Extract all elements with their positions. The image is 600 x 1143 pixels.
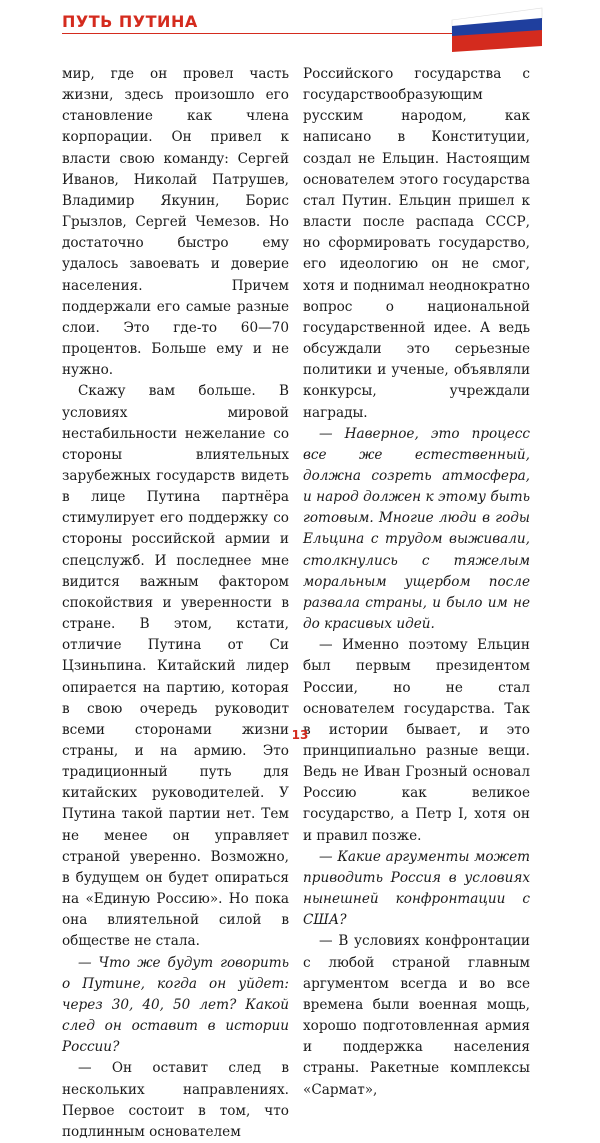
flag-icon <box>452 6 542 52</box>
running-header-title: ПУТЬ ПУТИНА <box>62 12 198 31</box>
right-column <box>303 64 530 1101</box>
page-number: 13 <box>291 728 309 742</box>
interview-question: — Какие аргументы может приводить Россия в условиях нынешней конфронтации с США? <box>303 848 530 929</box>
left-column <box>62 64 289 1143</box>
interview-question: — Что же будут говорить о Путине, когда он уйдет: через 30, 40, 50 лет? Какой след он оставит в истории России? <box>62 954 289 1056</box>
interview-question: — Наверное, это процесс все же естественный, должна созреть атмосфера, и народ должен к этому быть готовым. Многие люди в годы Ельцина с трудом выживали, столкнулись с тяжелым моральным ущербом после развала страны, и было им не до красивых идей. <box>303 425 530 633</box>
paragraph: мир, где он провел часть жизни, здесь произошло его становление как члена корпорации. Он привел к власти свою команду: Сергей Иванов, Николай Патрушев, Владимир Якунин, Борис Грызлов, Сергей Чемезов. Но достаточно быстро ему удалось завоевать и доверие населения. Причем поддержали его самые разные слои. Это где-то 60—70 процентов. Больше ему и не нужно. <box>62 66 289 379</box>
paragraph: — Именно поэтому Ельцин был первым президентом России, но не стал основателем государства. Так в истории бывает, и это принципиально разные вещи. Ведь не Иван Грозный основал Россию как великое государство, а Петр I, хотя он и правил позже. <box>303 637 530 844</box>
paragraph: — В условиях конфронтации с любой страной главным аргументом всегда и во все времена были военная мощь, хорошо подготовленная армия и поддержка населения страны. Ракетные комплексы «Сармат», <box>303 933 530 1098</box>
paragraph: Российского государства с государствообразующим русским народом, как написано в Конституции, создал не Ельцин. Настоящим основателем этого государства стал Путин. Ельцин пришел к власти после распада СССР, но сформировать государство, его идеологию он не смог, хотя и поднимал неоднократно вопрос о национальной государственной идее. А ведь обсуждали это серьезные политики и ученые, объявляли конкурсы, учреждали награды. <box>303 66 530 421</box>
header-rule <box>62 33 472 34</box>
paragraph: Скажу вам больше. В условиях мировой нестабильности нежелание со стороны влиятельных зарубежных государств видеть в лице Путина партнёра стимулирует его поддержку со стороны российской армии и спецслужб. И последнее мне видится важным фактором спокойствия и уверенности в стране. В этом, кстати, отличие Путина от Си Цзиньпина. Китайский лидер опирается на партию, которая в свою очередь руководит всеми сторонами жизни страны, и на армию. Это традиционный путь для китайских руководителей. У Путина такой партии нет. Тем не менее он управляет страной уверенно. Возможно, в будущем он будет опираться на «Единую Россию». Но пока она влиятельной силой в обществе не стала. <box>62 383 289 950</box>
paragraph: — Он оставит след в нескольких направлениях. Первое состоит в том, что подлинным основателем <box>62 1060 289 1140</box>
